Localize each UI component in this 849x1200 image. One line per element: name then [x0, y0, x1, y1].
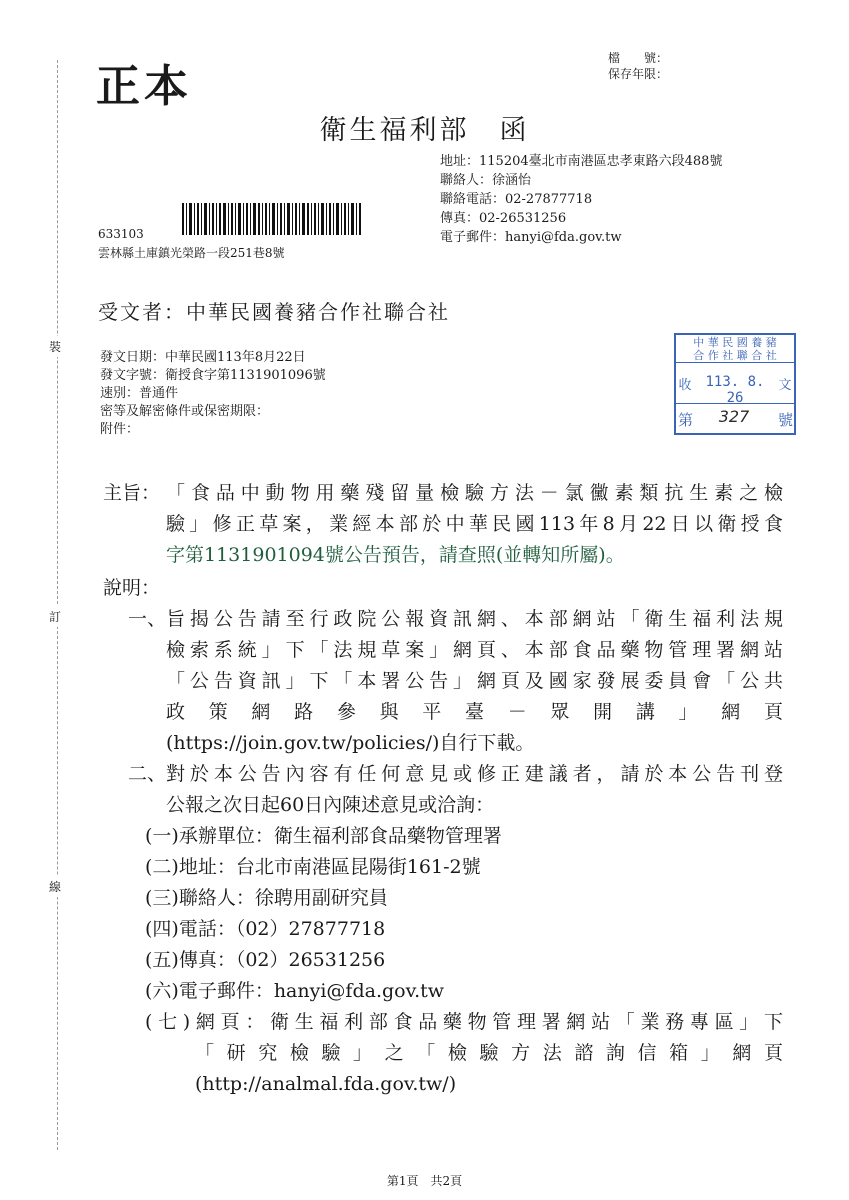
- margin-char-zhuang: 裝: [49, 336, 61, 357]
- item2-row-2: [103, 790, 783, 821]
- item2-sub7-line-3: (http://analmal.fda.gov.tw/): [195, 1073, 457, 1095]
- original-copy-mark: 正本: [96, 61, 192, 112]
- stamp-org: [676, 335, 794, 363]
- subject-label: 主旨：: [103, 482, 161, 504]
- subject-row-3: [103, 540, 783, 573]
- issue-attachment: 附件：: [100, 422, 140, 437]
- issue-security: 密等及解密條件或保密期限：: [100, 404, 270, 419]
- item2-sub-2: [103, 852, 783, 883]
- item1-marker: 一、: [128, 608, 167, 630]
- stamp-date: 113. 8. 26: [705, 374, 765, 406]
- item1-row-5: [103, 728, 783, 759]
- explanation-label-row: [103, 573, 783, 604]
- stamp-left-char: 收: [678, 378, 692, 393]
- item1-row-1: [103, 604, 783, 635]
- issue-speed: 速別：普通件: [100, 386, 179, 401]
- item2-sub-7: [103, 1007, 783, 1038]
- item2-marker: 二、: [128, 763, 167, 785]
- item2-sub5-text: (五)傳真：（02）26531256: [145, 949, 386, 971]
- item2-sub4-text: (四)電話：（02）27877718: [145, 918, 386, 940]
- subject-row-1: [103, 478, 783, 509]
- stamp-bottom-left: 第: [678, 411, 694, 429]
- stamp-date-row: [676, 363, 794, 404]
- item2-line-2: 公報之次日起60日內陳述意見或洽詢：: [166, 794, 495, 816]
- item2-sub7-line-1: (七)網頁：衛生福利部食品藥物管理署網站「業務專區」下: [145, 1011, 783, 1033]
- item2-sub-4: [103, 914, 783, 945]
- item2-sub-7b: [103, 1038, 783, 1069]
- issue-date: 發文日期：中華民國113年8月22日: [100, 350, 306, 365]
- subject-line-3: 字第1131901094號公告預告，請查照(並轉知所屬)。: [166, 544, 625, 566]
- item2-sub-3: [103, 883, 783, 914]
- item1-line-4: 政策網路參與平臺－眾開講」網頁: [166, 701, 783, 723]
- margin-char-xian: 線: [49, 876, 61, 897]
- file-meta: [608, 50, 668, 82]
- stamp-org-line2: 合 作 社 聯 合 社: [693, 349, 777, 362]
- letter-title: 衛生福利部 函: [319, 115, 530, 146]
- retention-label: 保存年限：: [608, 67, 669, 81]
- item2-sub-1: [103, 821, 783, 852]
- item2-line-1: 對於本公告內容有任何意見或修正建議者，請於本公告刊登: [166, 763, 783, 785]
- binding-margin-line: [57, 60, 60, 1150]
- stamp-right-char: 文: [778, 378, 792, 393]
- postal-barcode: [182, 203, 362, 235]
- item1-row-4: [103, 697, 783, 728]
- receipt-stamp: [674, 333, 796, 435]
- sender-phone: 聯絡電話：02-27877718: [440, 192, 593, 207]
- item2-sub1-text: (一)承辦單位：衛生福利部食品藥物管理署: [145, 825, 502, 847]
- subject-line-2: 驗」修正草案，業經本部於中華民國113年8月22日以衛授食: [166, 513, 783, 535]
- sender-fax: 傳真：02-26531256: [440, 211, 567, 226]
- postal-code: 633103: [98, 227, 144, 241]
- item2-sub7-line-2: 「研究檢驗」之「檢驗方法諮詢信箱」網頁: [195, 1042, 783, 1064]
- file-number-label: 檔 號：: [608, 51, 669, 65]
- item1-row-2: [103, 635, 783, 666]
- stamp-number: 327: [718, 407, 750, 426]
- item2-row-1: [103, 759, 783, 790]
- explanation-label: 說明：: [103, 577, 161, 599]
- stamp-org-line1: 中 華 民 國 養 豬: [693, 336, 777, 349]
- item1-row-3: [103, 666, 783, 697]
- issue-meta: [100, 349, 326, 439]
- subject-row-2: [103, 509, 783, 540]
- sender-contact: 聯絡人：徐涵怡: [440, 173, 532, 188]
- item2-sub-5: [103, 945, 783, 976]
- item2-sub2-text: (二)地址：台北市南港區昆陽街161-2號: [145, 856, 481, 878]
- item1-line-5: (https://join.gov.tw/policies/)自行下載。: [166, 732, 535, 754]
- recipient-address: 雲林縣土庫鎮光榮路一段251巷8號: [98, 246, 285, 260]
- margin-char-ding: 訂: [49, 606, 61, 627]
- item1-line-2: 檢索系統」下「法規草案」網頁、本部食品藥物管理署網站: [166, 639, 783, 661]
- sender-address: 地址：115204臺北市南港區忠孝東路六段488號: [440, 154, 723, 169]
- item2-sub6-text: (六)電子郵件：hanyi@fda.gov.tw: [145, 980, 445, 1002]
- stamp-bottom-right: 號: [778, 411, 794, 429]
- addressee: 受文者：中華民國養豬合作社聯合社: [98, 300, 450, 324]
- subject-line-1: 「食品中動物用藥殘留量檢驗方法－氯黴素類抗生素之檢: [166, 482, 783, 504]
- item2-sub-6: [103, 976, 783, 1007]
- page-number: 第1頁 共2頁: [386, 1174, 463, 1188]
- item1-line-1: 旨揭公告請至行政院公報資訊網、本部網站「衛生福利法規: [166, 608, 783, 630]
- issue-number: 發文字號：衛授食字第1131901096號: [100, 368, 326, 383]
- letter-body: [103, 478, 783, 1100]
- sender-email: 電子郵件：hanyi@fda.gov.tw: [440, 230, 622, 245]
- sender-info: [440, 152, 722, 247]
- stamp-number-row: [676, 403, 794, 433]
- item2-sub3-text: (三)聯絡人：徐聘用副研究員: [145, 887, 388, 909]
- item2-sub-7c: [103, 1069, 783, 1100]
- item1-line-3: 「公告資訊」下「本署公告」網頁及國家發展委員會「公共: [166, 670, 783, 692]
